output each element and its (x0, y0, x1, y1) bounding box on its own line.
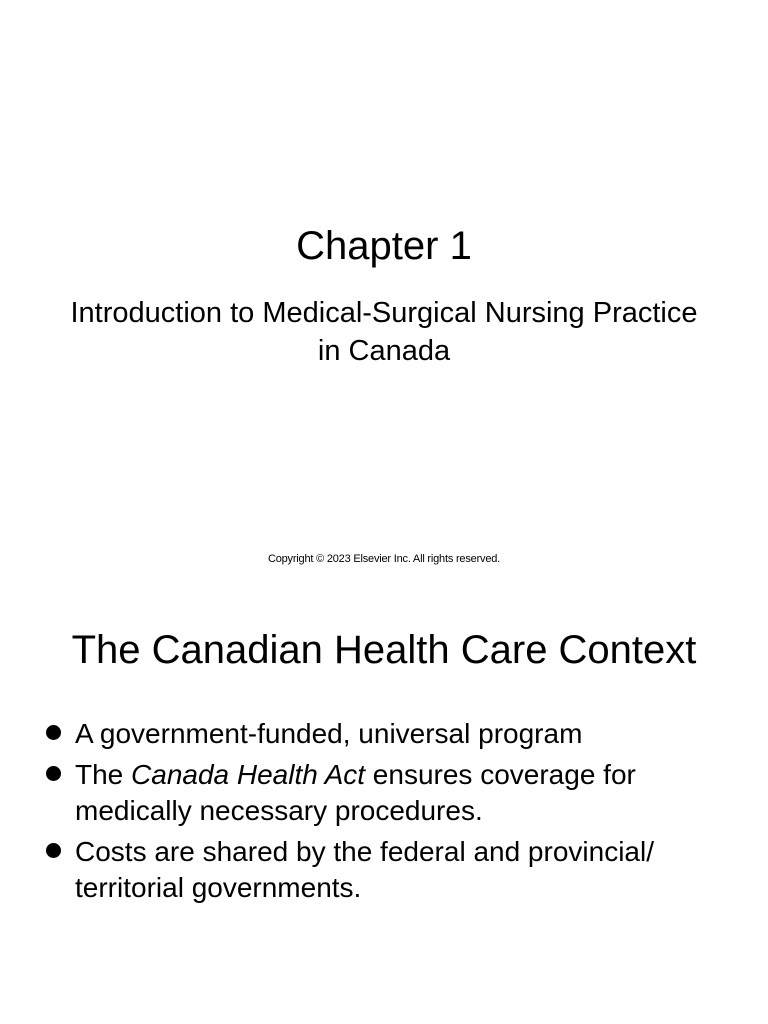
bullet-text-suffix: ensures coverage for medically necessary procedures. (75, 759, 636, 826)
bullet-item (0, 716, 768, 752)
act-name-emphasis: Canada Health Act (131, 759, 366, 790)
bullet-item (0, 834, 768, 906)
bullet-dot-icon (46, 766, 61, 781)
copyright-notice: Copyright © 2023 Elsevier Inc. All rights reserved. (267, 553, 501, 565)
content-slide (0, 576, 768, 1024)
bullet-text-prefix: The (75, 759, 132, 790)
chapter-title: Chapter 1 (296, 224, 472, 268)
chapter-subtitle: Introduction to Medical-Surgical Nursing Practice in Canada (70, 297, 698, 367)
slide-title: The Canadian Health Care Context (71, 628, 697, 672)
bullet-item (0, 757, 768, 829)
bullet-text: Costs are shared by the federal and provincial/ territorial governments. (75, 836, 654, 903)
bullet-list (0, 716, 768, 911)
bullet-dot-icon (46, 725, 61, 740)
bullet-dot-icon (46, 843, 61, 858)
bullet-text: A government-funded, universal program (75, 718, 583, 749)
